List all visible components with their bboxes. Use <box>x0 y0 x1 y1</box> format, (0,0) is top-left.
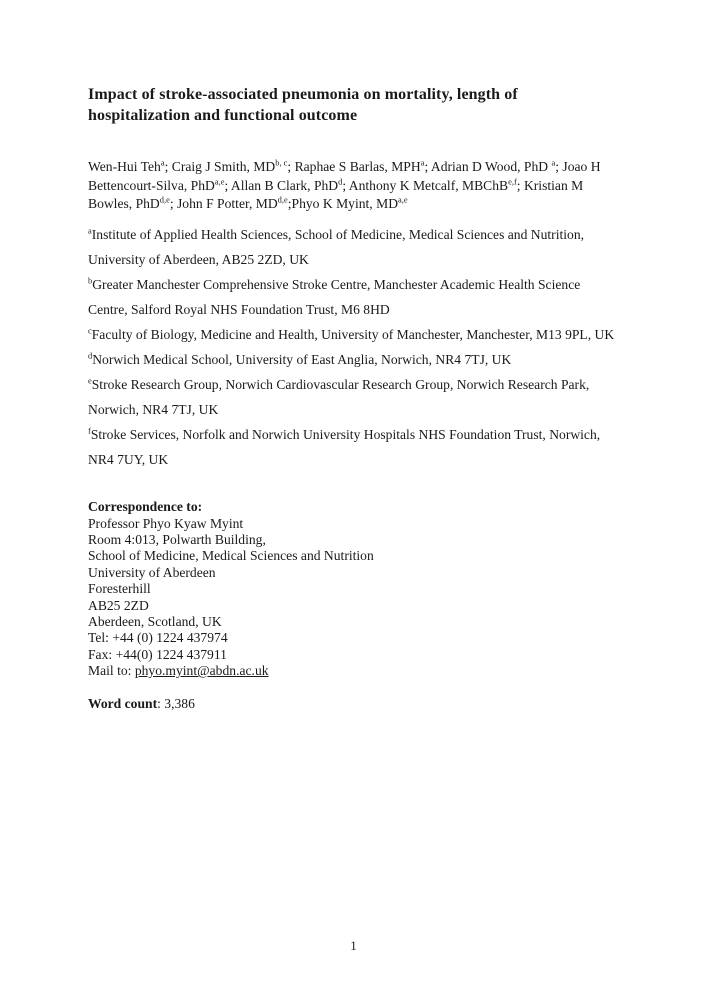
affiliation-superscript: a <box>88 225 92 236</box>
affiliation-superscript: e <box>88 375 92 386</box>
correspondence-line: Room 4:013, Polwarth Building, <box>88 531 266 547</box>
author-affiliation-superscript: a,e <box>398 194 408 205</box>
affiliation-superscript: c <box>88 325 92 336</box>
affiliation-superscript: b <box>88 275 93 286</box>
affiliations <box>88 222 619 472</box>
author-segment: ; Craig J Smith, MD$^{b, c}$ <box>164 157 288 174</box>
author-affiliation-superscript: e,f <box>508 176 517 187</box>
correspondence-line: Fax: +44(0) 1224 437911 <box>88 646 227 662</box>
author-affiliation-superscript: a <box>420 157 425 168</box>
author-segment: ;Phyo K Myint, MD$^{a,e}$ <box>287 194 408 212</box>
affiliation-item: $^d$Norwich Medical School, University of East Anglia, Norwich, NR4 7TJ, UK <box>88 350 512 368</box>
author-segment: ; Allan B Clark, PhD$^d$ <box>224 176 343 193</box>
affiliation-item: $^c$Faculty of Biology, Medicine and Health, University of Manchester, Manchester, M13 9PL, UK <box>88 325 615 343</box>
word-count-label: Word count <box>88 695 158 711</box>
author-list <box>88 158 619 214</box>
author-segment: ; John F Potter, MD$^{d,e}$ <box>169 194 288 212</box>
affiliation-item: $^a$Institute of Applied Health Sciences, School of Medicine, Medical Sciences and Nutrition, University of Aberdeen, AB25 2ZD, UK <box>88 225 585 268</box>
word-count <box>88 696 619 712</box>
email-link[interactable]: phyo.myint@abdn.ac.uk <box>134 663 269 679</box>
author-segment: ; Anthony K Metcalf, MBChB$^{e,f}$ <box>342 176 517 193</box>
author-affiliation-superscript: a,e <box>214 176 225 187</box>
correspondence-line: Foresterhill <box>88 581 151 597</box>
affiliation-item: $^f$Stroke Services, Norfolk and Norwich University Hospitals NHS Foundation Trust, Norwich, NR4 7UY, UK <box>88 425 601 468</box>
affiliation-superscript: d <box>88 350 93 361</box>
page-number: 1 <box>350 938 357 953</box>
author-segment: ; Raphae S Barlas, MPH$^a$ <box>287 157 425 174</box>
author-segment: ; Joao H Bettencourt-Silva, PhD$^{a,e}$ <box>88 159 601 193</box>
correspondence-lines <box>88 516 619 664</box>
author-affiliation-superscript: a <box>551 157 556 168</box>
correspondence-line: University of Aberdeen <box>88 564 216 580</box>
author-segment: ; Adrian D Wood, PhD $^a$ <box>424 157 556 174</box>
author-affiliation-superscript: d <box>338 176 343 187</box>
paper-title: Impact of stroke-associated pneumonia on mortality, length of hospitalization and functional outcome <box>88 86 518 124</box>
correspondence-line: AB25 2ZD <box>88 597 149 613</box>
author-affiliation-superscript: a <box>160 157 165 168</box>
correspondence-line: Aberdeen, Scotland, UK <box>88 613 222 629</box>
affiliation-item: $^e$Stroke Research Group, Norwich Cardiovascular Research Group, Norwich Research Park, Norwich, NR4 7TJ, UK <box>88 375 590 418</box>
author-affiliation-superscript: d,e <box>277 194 288 205</box>
author-affiliation-superscript: b, c <box>275 157 288 168</box>
word-count-value: : 3,386 <box>157 695 195 711</box>
correspondence-line: Tel: +44 (0) 1224 437974 <box>88 630 228 646</box>
correspondence-line: School of Medicine, Medical Sciences and Nutrition <box>88 548 374 564</box>
author-segment: ; Kristian M Bowles, PhD$^{d,e}$ <box>88 177 584 212</box>
correspondence-mail-line <box>88 663 619 679</box>
affiliation-item: $^b$Greater Manchester Comprehensive Stroke Centre, Manchester Academic Health Science Centre, Salford Royal NHS Foundation Trust, M6 8HD <box>88 275 581 318</box>
author-segment: Wen-Hui Teh$^a$ <box>88 157 165 174</box>
affiliation-superscript: f <box>88 425 91 436</box>
correspondence-block <box>88 499 619 679</box>
mail-to-label: Mail to: <box>88 663 135 679</box>
correspondence-line: Professor Phyo Kyaw Myint <box>88 515 244 531</box>
author-affiliation-superscript: d,e <box>159 194 170 205</box>
correspondence-heading: Correspondence to: <box>88 499 203 515</box>
